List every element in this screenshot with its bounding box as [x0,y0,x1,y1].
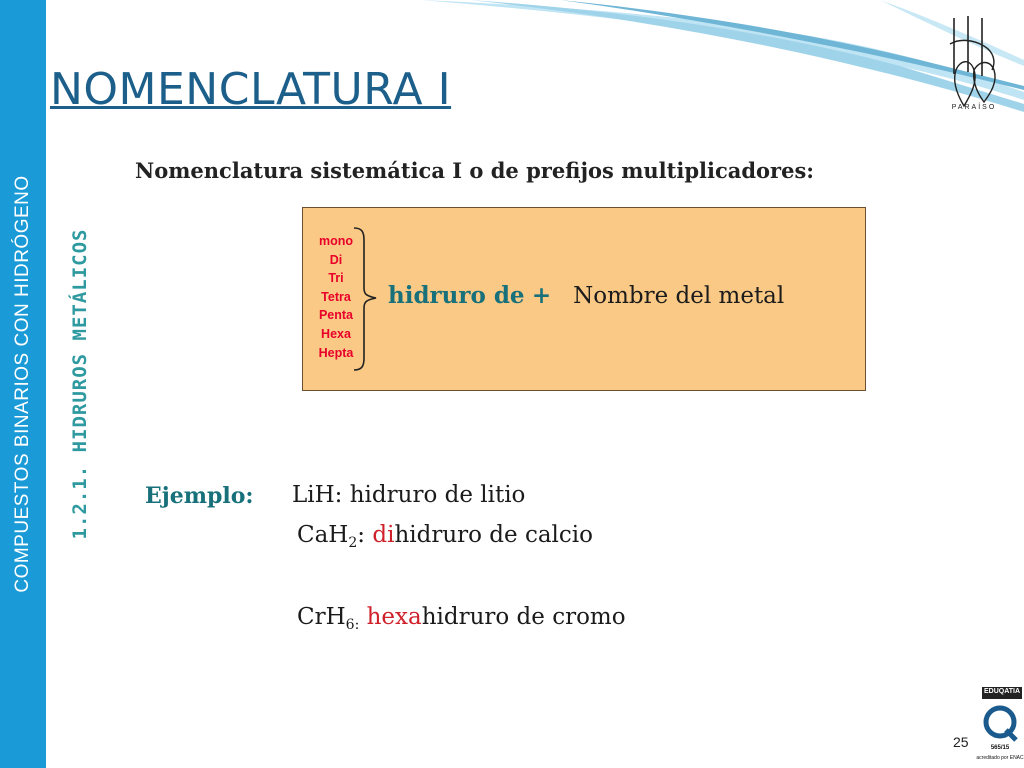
prefix-item: Penta [318,308,354,323]
example-prefix: hexa [366,604,422,630]
sidebar-title: COMPUESTOS BINARIOS CON HIDRÓGENO [12,175,33,593]
logo-text: PARAÍSO [951,104,997,111]
formula-plus: + [531,282,552,309]
example-subscript: 6: [345,617,360,633]
subtitle: Nomenclatura sistemática I o de prefijos multiplicadores: [135,158,815,183]
certification-enac: acreditado por ENAC [976,755,1024,761]
formula-hidruro: hidruro de [388,282,525,309]
prefix-item: Di [329,252,343,267]
page-title: NOMENCLATURA I [50,64,452,115]
example-line [297,522,593,551]
example-prefix: di [372,522,395,548]
example-formula: CrH [297,604,346,630]
certification-number: 565/15 [990,745,1010,751]
section-title: 1.2.1. HIDRUROS METÁLICOS [69,228,91,540]
curly-brace-icon [350,226,380,372]
prefix-item: Hepta [318,345,354,360]
example-name: hidruro de calcio [394,522,593,548]
example-subscript: 2 [348,535,358,551]
paraiso-logo-icon [944,14,1004,118]
example-formula: CaH [297,522,349,548]
prefix-item: Hexa [321,326,351,341]
example-label: Ejemplo: [145,483,254,509]
prefix-item: Tri [328,271,344,286]
certification-badge-text: EDUQATIA [983,688,1021,695]
example-name: hidruro de cromo [421,604,626,630]
formula-metal: Nombre del metal [573,283,785,309]
example-separator: : [357,522,373,548]
formula-text [388,282,784,309]
example-separator [359,604,366,630]
page-number: 25 [953,734,969,750]
example-line: LiH: hidruro de litio [292,482,526,508]
prefix-item: mono [318,234,354,248]
prefix-item: Tetra [321,289,351,304]
example-line [297,604,626,633]
